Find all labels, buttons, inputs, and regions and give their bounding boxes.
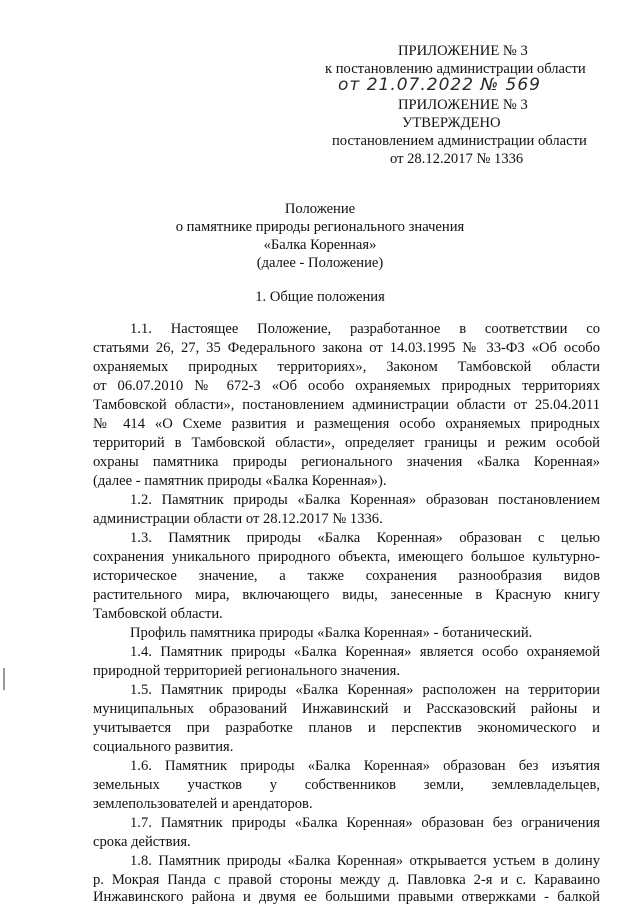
paragraph-line: администрации области от 28.12.2017 № 1336. [93,511,383,527]
paragraph-line: 1.7. Памятник природы «Балка Коренная» образован без ограничения [130,815,600,831]
to-decree-text: к постановлению администрации области [325,61,586,77]
paragraph-line: 1.1. Настоящее Положение, разработанное в соответствии со [130,321,600,337]
document-subtitle: о памятнике природы регионального значения [175,219,465,235]
approved-label: УТВЕРЖДЕНО [402,115,501,131]
paragraph-line: землепользователей и арендаторов. [93,796,313,812]
paragraph-line: 1.4. Памятник природы «Балка Коренная» является особо охраняемой [130,644,600,660]
paragraph-line: 1.5. Памятник природы «Балка Коренная» расположен на территории [130,682,600,698]
scan-margin-mark [3,668,5,690]
decree-date: от 28.12.2017 № 1336 [390,151,524,167]
appendix-label-2: ПРИЛОЖЕНИЕ № 3 [398,97,528,113]
paragraph-line: Профиль памятника природы «Балка Коренная» - ботанический. [130,625,533,641]
paragraph-line: 1.8. Памятник природы «Балка Коренная» открывается устьем в долину [130,853,600,869]
paragraph-line: муниципальных образований Инжавинский и Рассказовский районы и [93,701,600,717]
paragraph-line: Тамбовской области», постановлением администрации области от 25.04.2011 [93,397,600,413]
paragraph-line: историческое значение, а также сохранения разнообразия видов [93,568,600,584]
paragraph-line: Тамбовской области. [93,606,223,622]
paragraph-line: территорий в Тамбовской области», определяет границы и режим особой [93,435,600,451]
paragraph-line: (далее - памятник природы «Балка Коренная»). [93,473,387,489]
paragraph-line: статьями 26, 27, 35 Федерального закона от 14.03.1995 № 33-ФЗ «Об особо [93,340,600,356]
by-decree-text: постановлением администрации области [332,133,587,149]
paragraph-line: 1.6. Памятник природы «Балка Коренная» образован без изъятия [130,758,600,774]
paragraph-line: социального развития. [93,739,234,755]
paragraph-line: охраны памятника природы регионального значения «Балка Коренная» [93,454,600,470]
paragraph-line: Инжавинского района и двумя ее большими правыми отвержками - балкой [93,889,600,905]
paragraph-line: растительного мира, включающего виды, занесенные в Красную книгу [93,587,600,603]
paragraph-line: природной территорией регионального значения. [93,663,401,679]
paragraph-line: охраняемых природных территориях», Законом Тамбовской области [93,359,600,375]
handwritten-decree-number: от 21.07.2022 № 569 [338,75,541,95]
paragraph-line: земельных участков у собственников земли, землевладельцев, [93,777,600,793]
paragraph-line: 1.2. Памятник природы «Балка Коренная» образован постановлением [130,492,600,508]
paragraph-line: № 414 «О Схеме развития и размещения особо охраняемых природных [93,416,600,432]
document-abbreviation: (далее - Положение) [256,255,384,271]
paragraph-line: учитывается при разработке планов и перспектив экономического и [93,720,600,736]
document-title: Положение [284,201,356,217]
paragraph-line: срока действия. [93,834,191,850]
paragraph-line: от 06.07.2010 № 672-З «Об особо охраняемых природных территориях [93,378,600,394]
section-heading: 1. Общие положения [255,289,385,305]
paragraph-line: сохранения уникального природного объекта, имеющего большое культурно- [93,549,600,565]
document-object-name: «Балка Коренная» [263,237,377,253]
paragraph-line: р. Мокрая Панда с правой стороны между д. Павловка 2-я и с. Караваино [93,872,600,888]
appendix-label-1: ПРИЛОЖЕНИЕ № 3 [398,43,528,59]
paragraph-line: 1.3. Памятник природы «Балка Коренная» образован с целью [130,530,600,546]
